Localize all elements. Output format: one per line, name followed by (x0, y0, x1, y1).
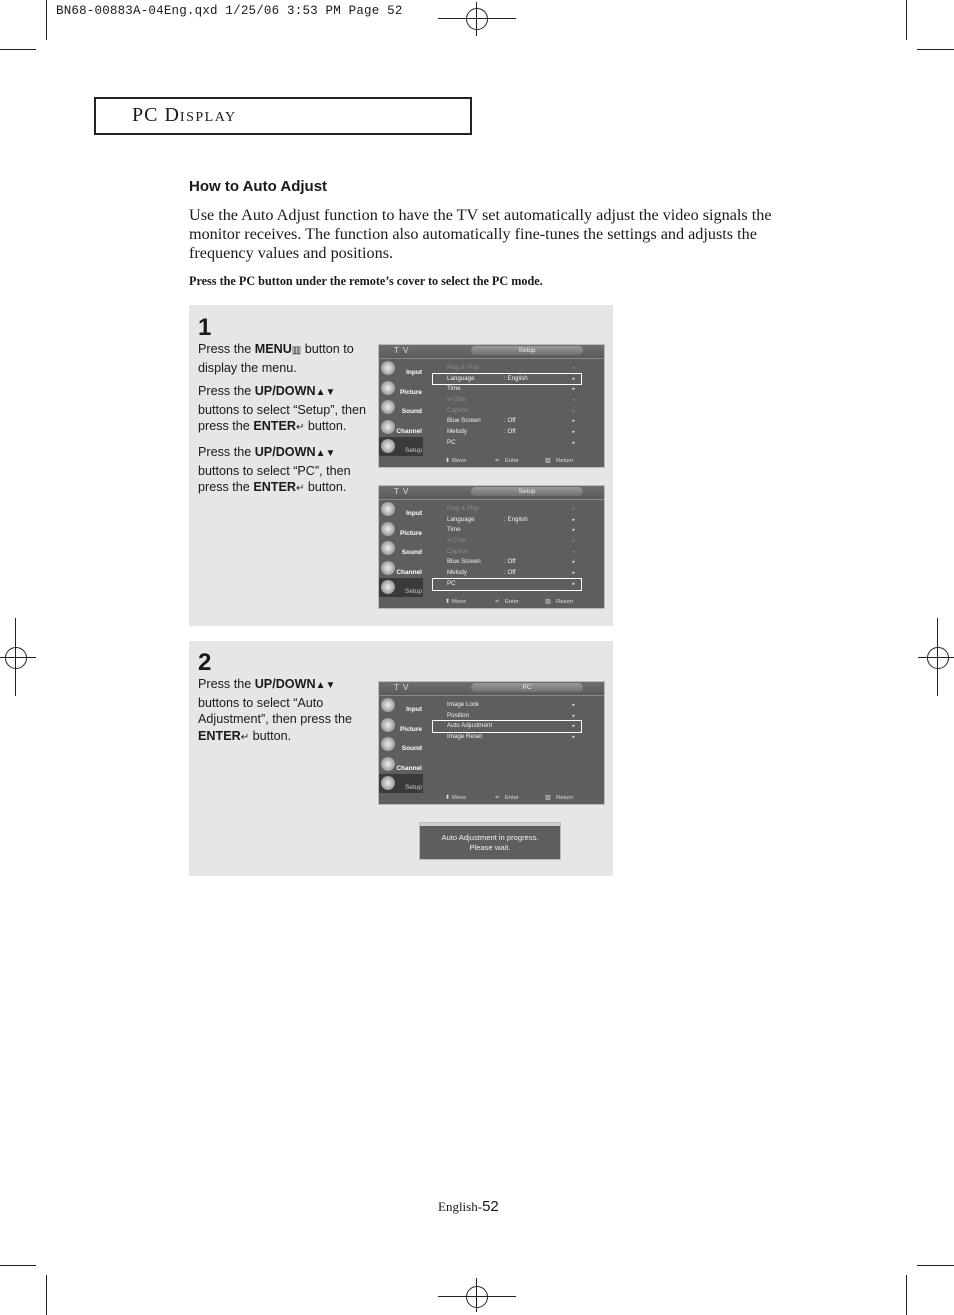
crop-mark (0, 1265, 36, 1266)
registration-mark-bottom (466, 1286, 488, 1308)
osd-menu-row-value: : English (504, 374, 528, 382)
osd-sidebar-item-input[interactable] (379, 696, 423, 715)
submenu-arrow-icon: ▸ (572, 429, 575, 436)
crop-mark (917, 1265, 954, 1266)
move-icon: ⬍ (445, 795, 450, 801)
osd-sidebar-label: Sound (401, 549, 422, 557)
osd-sidebar (379, 500, 423, 598)
progress-line-1: Auto Adjustment in progress. (441, 833, 539, 842)
return-icon: ▥ (545, 458, 551, 464)
registration-mark-top (466, 8, 488, 30)
osd-menu-row[interactable] (433, 504, 581, 515)
osd-menu-title: PC (471, 683, 583, 692)
step-1-number: 1 (198, 314, 212, 341)
osd-sidebar-item-channel[interactable] (379, 559, 423, 578)
osd-setup-menu-language (378, 344, 605, 468)
osd-sidebar-label: Channel (396, 764, 422, 772)
pc-mode-note: Press the PC button under the remote’s cover to select the PC mode. (189, 274, 543, 288)
osd-menu-row-value: : Off (504, 428, 516, 436)
registration-mark-top (476, 2, 477, 36)
osd-sidebar-item-input[interactable] (379, 359, 423, 378)
registration-mark-right (927, 647, 949, 669)
channel-icon (381, 757, 395, 771)
input-icon (381, 698, 395, 712)
osd-menu-row-name: Blue Screen (447, 558, 481, 566)
osd-sidebar-label: Picture (399, 725, 422, 733)
osd-sidebar-item-sound[interactable] (379, 539, 423, 558)
registration-mark-left (0, 657, 36, 658)
osd-sidebar-label: Setup (405, 784, 422, 792)
osd-footer-enter: Enter (505, 599, 519, 605)
osd-menu-row-name: Caption (447, 406, 469, 414)
submenu-arrow-icon: ▸ (572, 559, 575, 566)
osd-footer-return: Return (556, 458, 574, 464)
osd-menu-row-name: Image Lock (447, 701, 479, 708)
osd-menu-row-name: Blue Screen (447, 417, 481, 425)
registration-mark-top (438, 18, 516, 19)
osd-menu-row-name: Plug & Play (447, 364, 479, 371)
osd-menu-row-name: V-Chip (447, 537, 466, 545)
registration-mark-bottom (438, 1296, 516, 1297)
osd-sidebar-label: Input (406, 706, 422, 713)
registration-mark-bottom (476, 1278, 477, 1312)
submenu-arrow-icon: ▸ (572, 712, 575, 719)
osd-footer (423, 455, 604, 467)
osd-tv-label: T V (394, 683, 410, 692)
osd-footer-move: Move (452, 458, 467, 464)
channel-icon (381, 420, 395, 434)
up-down-arrows-icon: ▲▼ (315, 387, 336, 399)
step-1-para-1: Press the MENU▥ button to display the menu. (198, 342, 354, 375)
osd-sidebar-item-setup[interactable] (379, 774, 423, 793)
osd-sidebar-item-setup[interactable] (379, 578, 423, 597)
osd-menu-title: Setup (471, 487, 583, 496)
osd-footer-enter: Enter (505, 458, 519, 464)
osd-footer-move: Move (452, 795, 467, 801)
submenu-arrow-icon: ▸ (572, 375, 575, 382)
osd-sidebar-label: Picture (399, 388, 422, 396)
crop-mark (46, 0, 47, 40)
submenu-arrow-icon: ▸ (572, 516, 575, 523)
osd-sidebar-item-setup[interactable] (379, 437, 423, 456)
osd-sidebar-label: Channel (396, 427, 422, 435)
osd-menu-row-name: Image Reset (447, 733, 483, 741)
osd-pc-menu (378, 681, 605, 805)
osd-menu-row-name: PC (447, 438, 456, 446)
osd-sidebar (379, 359, 423, 457)
osd-tv-label: T V (394, 346, 410, 355)
setup-icon (381, 580, 395, 594)
submenu-arrow-icon: ▸ (572, 527, 575, 534)
picture-icon (381, 522, 395, 536)
osd-menu-row-name: Caption (447, 547, 469, 555)
intro-paragraph: Use the Auto Adjust function to have the TV set automatically adjust the video signals the monitor receives. The function also automatically fine-tunes the settings and adjusts the frequency values and positions. (189, 206, 772, 262)
crop-mark (906, 0, 907, 40)
page-number (438, 1198, 499, 1215)
enter-button-icon: ↵ (296, 422, 305, 434)
crop-mark (906, 1275, 907, 1315)
osd-sidebar-item-input[interactable] (379, 500, 423, 519)
osd-footer-return: Return (556, 795, 574, 801)
osd-sidebar-item-channel[interactable] (379, 755, 423, 774)
osd-menu-row[interactable] (433, 711, 581, 722)
osd-footer (423, 596, 604, 608)
osd-menu-row[interactable] (433, 547, 581, 558)
setup-icon (381, 776, 395, 790)
osd-sidebar-item-sound[interactable] (379, 735, 423, 754)
submenu-arrow-icon: ▸ (572, 734, 575, 741)
osd-menu-row-name: PC (447, 579, 456, 587)
input-icon (381, 361, 395, 375)
enter-icon: ↵ (495, 599, 500, 605)
osd-menu-row[interactable] (433, 427, 581, 438)
return-icon: ▥ (545, 599, 551, 605)
page-title (132, 104, 237, 127)
enter-icon: ↵ (495, 795, 500, 801)
page-number-prefix: English- (438, 1199, 483, 1214)
osd-menu-row[interactable] (433, 568, 581, 579)
menu-button-icon: ▥ (291, 345, 302, 356)
submenu-arrow-icon: ▸ (572, 407, 575, 414)
submenu-arrow-icon: ▸ (572, 365, 575, 371)
osd-menu-row-name: Time (447, 385, 461, 393)
sound-icon (381, 737, 395, 751)
osd-footer-move: Move (452, 599, 467, 605)
submenu-arrow-icon: ▸ (572, 386, 575, 393)
up-down-arrows-icon: ▲▼ (315, 447, 336, 459)
move-icon: ⬍ (445, 458, 450, 464)
osd-sidebar-label: Input (406, 369, 422, 376)
osd-menu-row[interactable] (433, 406, 581, 417)
osd-menu-row[interactable] (433, 438, 581, 449)
submenu-arrow-icon: ▸ (572, 439, 575, 446)
crop-mark (917, 49, 954, 50)
osd-menu-row[interactable] (433, 700, 581, 711)
osd-menu-row-value: : Off (504, 569, 516, 577)
osd-menu-row-name: Time (447, 526, 461, 534)
section-heading: How to Auto Adjust (189, 178, 328, 195)
step-2-para-1: Press the UP/DOWN▲▼ buttons to select “Auto Adjustment”, then press the ENTER↵ button. (198, 677, 353, 743)
crop-mark (0, 49, 36, 50)
osd-sidebar-label: Picture (399, 529, 422, 537)
file-header: BN68-00883A-04Eng.qxd 1/25/06 3:53 PM Page 52 (56, 4, 403, 18)
submenu-arrow-icon: ▸ (572, 397, 575, 404)
osd-menu-row[interactable] (433, 732, 581, 743)
submenu-arrow-icon: ▸ (572, 418, 575, 425)
submenu-arrow-icon: ▸ (572, 506, 575, 512)
osd-menu-row[interactable] (433, 374, 581, 385)
osd-sidebar-item-sound[interactable] (379, 398, 423, 417)
sound-icon (381, 400, 395, 414)
enter-button-icon: ↵ (296, 483, 305, 495)
channel-icon (381, 561, 395, 575)
osd-setup-menu-pc (378, 485, 605, 609)
registration-mark-left (15, 618, 16, 696)
osd-tv-label: T V (394, 487, 410, 496)
registration-mark-right (937, 618, 938, 696)
osd-footer-enter: Enter (505, 795, 519, 801)
step-1-para-3: Press the UP/DOWN▲▼ buttons to select “PC”, then press the ENTER↵ button. (198, 444, 351, 495)
osd-menu-row[interactable] (433, 363, 581, 374)
up-down-arrows-icon: ▲▼ (315, 680, 336, 691)
osd-menu-row-name: Auto Adjustment (447, 722, 493, 730)
osd-menu-row[interactable] (433, 557, 581, 568)
page-number-value: 52 (482, 1198, 499, 1215)
osd-sidebar-item-picture[interactable] (379, 716, 423, 735)
osd-menu-row[interactable] (433, 395, 581, 406)
crop-mark (46, 1275, 47, 1315)
setup-icon (381, 439, 395, 453)
page-title-first: PC D (132, 104, 180, 126)
osd-menu-row-value: : Off (504, 417, 516, 425)
osd-sidebar-label: Sound (401, 745, 422, 753)
osd-menu-row-name: Position (447, 711, 470, 719)
osd-sidebar-label: Channel (396, 568, 422, 576)
osd-footer (423, 792, 604, 804)
move-icon: ⬍ (445, 599, 450, 605)
dialog-top-bar (420, 823, 560, 826)
osd-menu-row-value: : English (504, 515, 528, 523)
osd-menu-row-name: Language (447, 374, 475, 382)
sound-icon (381, 541, 395, 555)
submenu-arrow-icon: ▸ (572, 702, 575, 708)
osd-menu-items (433, 700, 581, 743)
osd-menu-row-name: Language (447, 515, 475, 523)
osd-menu-row-value: : Off (504, 558, 516, 566)
registration-mark-left (5, 647, 27, 669)
picture-icon (381, 381, 395, 395)
osd-sidebar-item-channel[interactable] (379, 418, 423, 437)
osd-sidebar-item-picture[interactable] (379, 379, 423, 398)
osd-sidebar (379, 696, 423, 794)
registration-mark-right (918, 657, 954, 658)
osd-menu-row-name: V-Chip (447, 396, 466, 404)
auto-adjust-progress-dialog (419, 822, 561, 860)
page-title-rest: ISPLAY (179, 110, 237, 125)
osd-menu-row[interactable] (433, 721, 581, 732)
step-2-instructions (198, 676, 363, 753)
osd-menu-items (433, 504, 581, 590)
osd-sidebar-label: Sound (401, 408, 422, 416)
osd-menu-row[interactable] (433, 515, 581, 526)
submenu-arrow-icon: ▸ (572, 723, 575, 730)
enter-icon: ↵ (495, 458, 500, 464)
osd-sidebar-item-picture[interactable] (379, 520, 423, 539)
osd-sidebar-label: Setup (405, 588, 422, 596)
submenu-arrow-icon: ▸ (572, 548, 575, 555)
progress-line-2: Please wait. (469, 843, 511, 852)
osd-menu-row[interactable] (433, 579, 581, 590)
osd-menu-row[interactable] (433, 536, 581, 547)
step-1-para-2: Press the UP/DOWN▲▼ buttons to select “Setup”, then press the ENTER↵ button. (198, 384, 367, 434)
osd-menu-row[interactable] (433, 384, 581, 395)
picture-icon (381, 718, 395, 732)
submenu-arrow-icon: ▸ (572, 538, 575, 545)
osd-menu-row-name: Melody (447, 569, 467, 577)
osd-menu-row-name: Plug & Play (447, 505, 479, 512)
enter-button-icon: ↵ (240, 731, 250, 743)
osd-menu-items (433, 363, 581, 449)
osd-sidebar-label: Setup (405, 447, 422, 455)
osd-sidebar-label: Input (406, 510, 422, 517)
osd-menu-row[interactable] (433, 525, 581, 536)
input-icon (381, 502, 395, 516)
submenu-arrow-icon: ▸ (572, 570, 575, 577)
step-1-instructions (198, 341, 373, 505)
osd-footer-return: Return (556, 599, 574, 605)
osd-menu-title: Setup (471, 346, 583, 355)
osd-menu-row-name: Melody (447, 428, 467, 436)
step-2-number: 2 (198, 649, 212, 676)
osd-menu-row[interactable] (433, 416, 581, 427)
return-icon: ▥ (545, 795, 551, 801)
submenu-arrow-icon: ▸ (572, 580, 575, 587)
